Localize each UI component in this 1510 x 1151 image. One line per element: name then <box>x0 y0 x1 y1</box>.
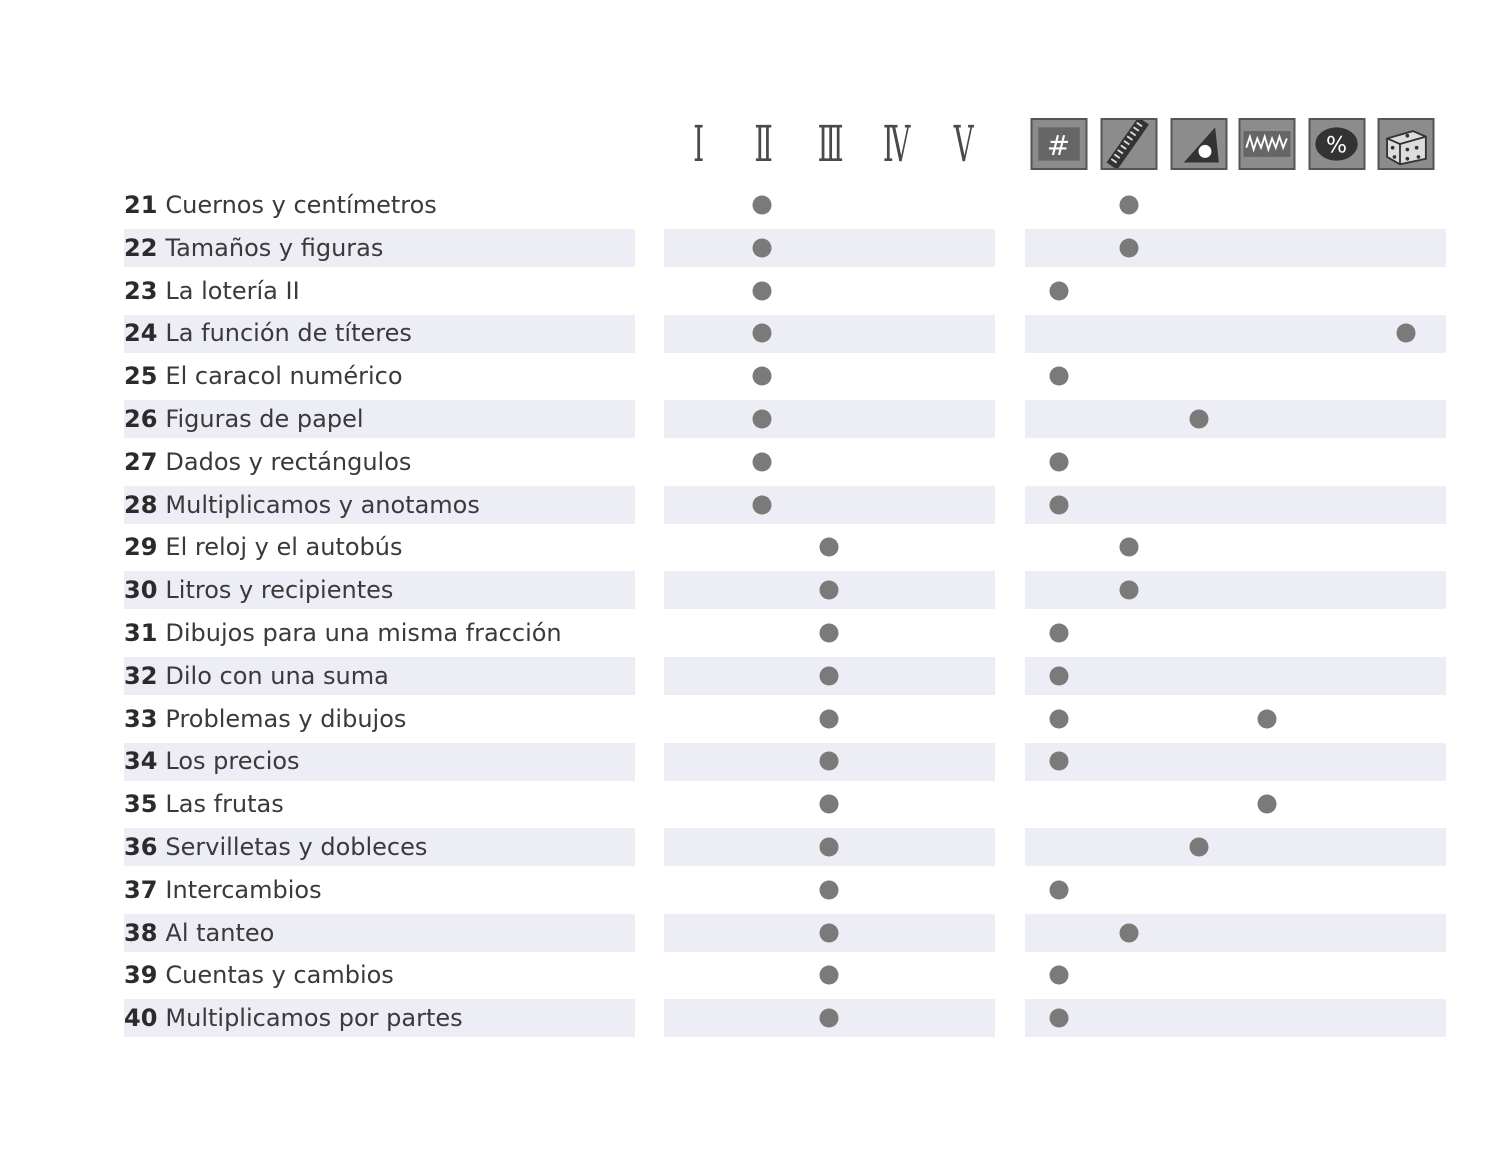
lesson-number: 26 <box>124 405 158 433</box>
lesson-row-label <box>124 186 437 224</box>
lesson-title: La lotería II <box>165 276 300 305</box>
svg-text:%: % <box>1326 132 1348 159</box>
row-stripe <box>1025 229 1446 267</box>
lesson-title: Servilletas y dobleces <box>165 833 428 861</box>
axis-marker-dot <box>1050 752 1069 771</box>
block-header-III: III <box>817 115 841 173</box>
axis-marker-dot <box>1190 410 1209 429</box>
lesson-title: Dibujos para una misma fracción <box>165 619 562 647</box>
lesson-title: Tamaños y figuras <box>165 233 384 262</box>
lesson-title: Los precios <box>165 747 300 776</box>
ruler-icon <box>1101 118 1158 170</box>
block-marker-dot <box>753 367 772 386</box>
row-stripe <box>1025 914 1446 952</box>
row-stripe <box>1025 657 1446 695</box>
block-marker-dot <box>820 666 839 685</box>
block-marker-dot <box>820 538 839 557</box>
block-marker-dot <box>753 281 772 300</box>
lesson-number: 32 <box>124 661 158 690</box>
lesson-row-label <box>124 828 427 866</box>
block-marker-dot <box>820 1009 839 1028</box>
axis-marker-dot <box>1397 324 1416 343</box>
axis-marker-dot <box>1050 281 1069 300</box>
axis-marker-dot <box>1120 196 1139 215</box>
row-stripe <box>1025 400 1446 438</box>
lesson-row-label <box>124 914 274 952</box>
axis-marker-dot <box>1050 666 1069 685</box>
lesson-number: 35 <box>124 790 158 819</box>
block-marker-dot <box>820 880 839 899</box>
row-stripe <box>664 486 995 524</box>
axis-marker-dot <box>1120 581 1139 600</box>
lesson-title: Cuernos y centímetros <box>165 191 437 219</box>
axis-marker-dot <box>1050 966 1069 985</box>
lesson-row-label <box>124 486 480 524</box>
triangle-circle-icon <box>1171 118 1228 170</box>
block-marker-dot <box>753 324 772 343</box>
row-stripe <box>1025 743 1446 781</box>
lesson-title: El caracol numérico <box>165 362 403 391</box>
lesson-title: Figuras de papel <box>165 405 364 433</box>
block-marker-dot <box>820 923 839 942</box>
lesson-number: 31 <box>124 619 158 647</box>
lesson-number: 37 <box>124 875 158 904</box>
lesson-number: 38 <box>124 918 158 947</box>
lesson-row-label <box>124 314 412 352</box>
lesson-title: El reloj y el autobús <box>165 533 403 562</box>
block-header-I: I <box>693 115 701 173</box>
lesson-row-label <box>124 871 322 909</box>
lesson-title: Al tanteo <box>165 918 275 947</box>
lesson-row-label <box>124 571 393 609</box>
lesson-title: Dilo con una suma <box>165 661 389 690</box>
block-marker-dot <box>820 624 839 643</box>
block-marker-dot <box>753 196 772 215</box>
lesson-row-label <box>124 528 402 566</box>
axis-marker-dot <box>1258 709 1277 728</box>
lesson-title: La función de títeres <box>165 319 412 348</box>
block-header-IV: IV <box>882 115 908 173</box>
lesson-number: 33 <box>124 704 158 733</box>
axis-marker-dot <box>1050 495 1069 514</box>
lesson-number: 40 <box>124 1004 158 1033</box>
block-header-V: V <box>953 115 971 173</box>
lesson-title: Problemas y dibujos <box>165 704 407 733</box>
row-stripe <box>664 400 995 438</box>
lesson-row-label <box>124 742 300 780</box>
lesson-row-label <box>124 999 463 1037</box>
lesson-number: 24 <box>124 319 158 348</box>
lesson-number: 34 <box>124 747 158 776</box>
dice-icon <box>1378 118 1435 170</box>
percent-icon <box>1309 118 1366 170</box>
lesson-number: 22 <box>124 233 158 262</box>
row-stripe <box>1025 315 1446 353</box>
axis-marker-dot <box>1050 880 1069 899</box>
lesson-row-label <box>124 357 403 395</box>
row-stripe <box>664 315 995 353</box>
block-marker-dot <box>820 838 839 857</box>
block-header-II: II <box>754 115 770 173</box>
block-marker-dot <box>820 966 839 985</box>
lesson-row-label <box>124 956 394 994</box>
zigzag-icon <box>1239 118 1296 170</box>
lesson-title: Multiplicamos por partes <box>165 1004 463 1033</box>
block-marker-dot <box>820 709 839 728</box>
lesson-title: Intercambios <box>165 875 322 904</box>
row-stripe <box>1025 999 1446 1037</box>
lesson-row-label <box>124 443 411 481</box>
hash-icon <box>1031 118 1088 170</box>
lesson-row-label <box>124 229 383 267</box>
block-marker-dot <box>753 452 772 471</box>
axis-marker-dot <box>1120 238 1139 257</box>
axis-marker-dot <box>1120 923 1139 942</box>
lesson-number: 30 <box>124 576 158 605</box>
axis-marker-dot <box>1050 1009 1069 1028</box>
row-stripe <box>1025 571 1446 609</box>
row-stripe <box>1025 828 1446 866</box>
lesson-row-label <box>124 700 406 738</box>
lesson-number: 39 <box>124 961 158 990</box>
axis-marker-dot <box>1050 709 1069 728</box>
lesson-title: Las frutas <box>165 790 284 819</box>
axis-marker-dot <box>1050 367 1069 386</box>
row-stripe <box>664 229 995 267</box>
lesson-number: 28 <box>124 490 158 519</box>
block-marker-dot <box>820 752 839 771</box>
lesson-title: Litros y recipientes <box>165 576 394 605</box>
axis-marker-dot <box>1050 452 1069 471</box>
axis-marker-dot <box>1120 538 1139 557</box>
block-marker-dot <box>753 238 772 257</box>
lesson-row-label <box>124 657 389 695</box>
lesson-number: 27 <box>124 447 158 476</box>
axis-marker-dot <box>1258 795 1277 814</box>
axis-marker-dot <box>1190 838 1209 857</box>
block-marker-dot <box>820 581 839 600</box>
lesson-row-label <box>124 400 364 438</box>
lesson-number: 25 <box>124 362 158 391</box>
lesson-number: 36 <box>124 833 158 861</box>
axis-marker-dot <box>1050 624 1069 643</box>
block-marker-dot <box>753 495 772 514</box>
lesson-title: Cuentas y cambios <box>165 961 394 990</box>
lesson-row-label <box>124 614 562 652</box>
lesson-title: Multiplicamos y anotamos <box>165 490 480 519</box>
lesson-row-label <box>124 272 300 310</box>
lesson-number: 23 <box>124 276 158 305</box>
lesson-number: 21 <box>124 191 158 219</box>
block-marker-dot <box>753 410 772 429</box>
lesson-row-label <box>124 785 284 823</box>
row-stripe <box>1025 486 1446 524</box>
lesson-number: 29 <box>124 533 158 562</box>
svg-text:#: # <box>1046 129 1071 163</box>
lesson-title: Dados y rectángulos <box>165 447 412 476</box>
block-marker-dot <box>820 795 839 814</box>
